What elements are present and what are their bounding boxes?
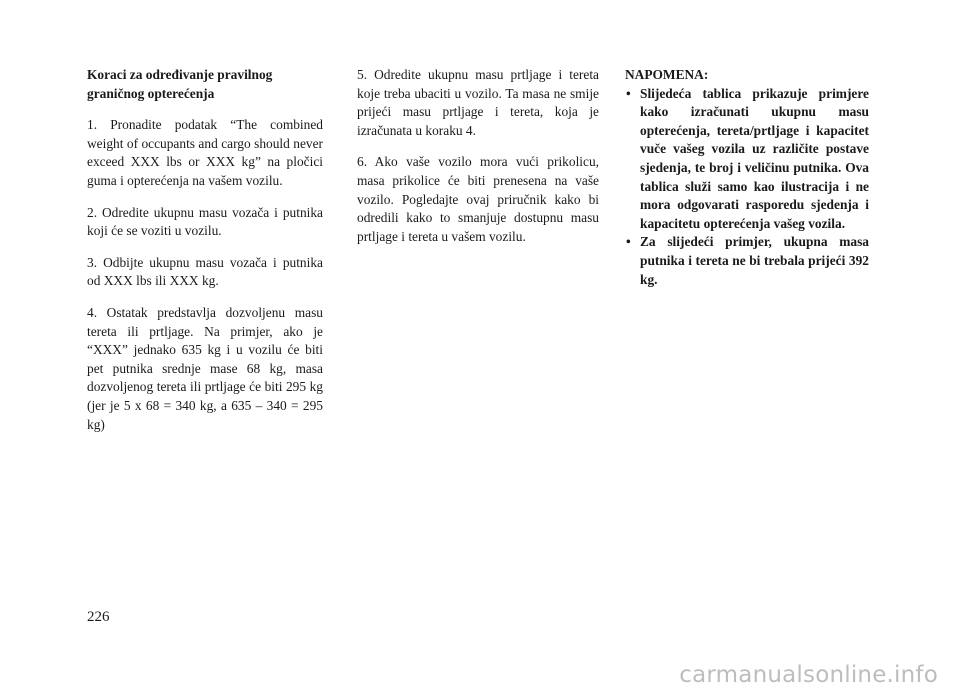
bullet-icon: •: [626, 234, 631, 250]
step-3-paragraph: 3. Odbijte ukupnu masu vozača i putnika od XXX lbs ili XXX kg.: [87, 254, 323, 289]
note-item: [625, 233, 869, 289]
section-heading: Koraci za određivanje pravilnog graničnog opterećenja: [87, 67, 273, 101]
bullet-icon: •: [626, 85, 631, 101]
step-2-paragraph: 2. Odredite ukupnu masu vozača i putnika koji će se voziti u vozilu.: [87, 204, 323, 239]
note-item: [625, 85, 869, 234]
step-5-paragraph: 5. Odredite ukupnu masu prtljage i tereta koje treba ubaciti u vozilo. Ta masa ne smije prijeći masu prtljage i tereta, koja je izračunata u koraku 4.: [357, 67, 599, 138]
note-list: [625, 85, 869, 290]
column-right-note: [625, 66, 869, 289]
note-text: Slijedeća tablica prikazuje primjere kako izračunati ukupnu masu opterećenja, tereta/prtljage i kapacitet vuče vašeg vozila uz različite postave sjedenja, te broj i veličinu putnika. Ova tablica služi samo kao ilustracija i ne mora odgovarati rasporedu sjedenja i kapacitetu opterećenja vašeg vozila.: [640, 85, 869, 231]
column-middle: [357, 66, 599, 259]
page-number: 226: [87, 609, 110, 625]
column-left: [87, 66, 323, 447]
note-title: NAPOMENA:: [625, 67, 709, 82]
watermark: carmanualsonline.info: [679, 662, 938, 688]
step-1-paragraph: 1. Pronadite podatak “The combined weight of occupants and cargo should never exceed XXX lbs or XXX kg” na pločici guma i opterećenja na vašem vozilu.: [87, 117, 323, 188]
step-6-paragraph: 6. Ako vaše vozilo mora vući prikolicu, masa prikolice će biti prenesena na vaše vozilo. Pogledajte ovaj priručnik kako bi odredili kako to smanjuje dostupnu masu prtljage i tereta u vašem vozilu.: [357, 154, 599, 244]
step-4-paragraph: 4. Ostatak predstavlja dozvoljenu masu tereta ili prtljage. Na primjer, ako je “XXX” jednako 635 kg i u vozilu će biti pet putnika srednje mase 68 kg, masa dozvoljenog tereta ili prtljage će biti 295 kg (jer je 5 x 68 = 340 kg, a 635 – 340 = 295 kg): [87, 304, 323, 432]
note-text: Za slijedeći primjer, ukupna masa putnika i tereta ne bi trebala prijeći 392 kg.: [640, 234, 869, 287]
